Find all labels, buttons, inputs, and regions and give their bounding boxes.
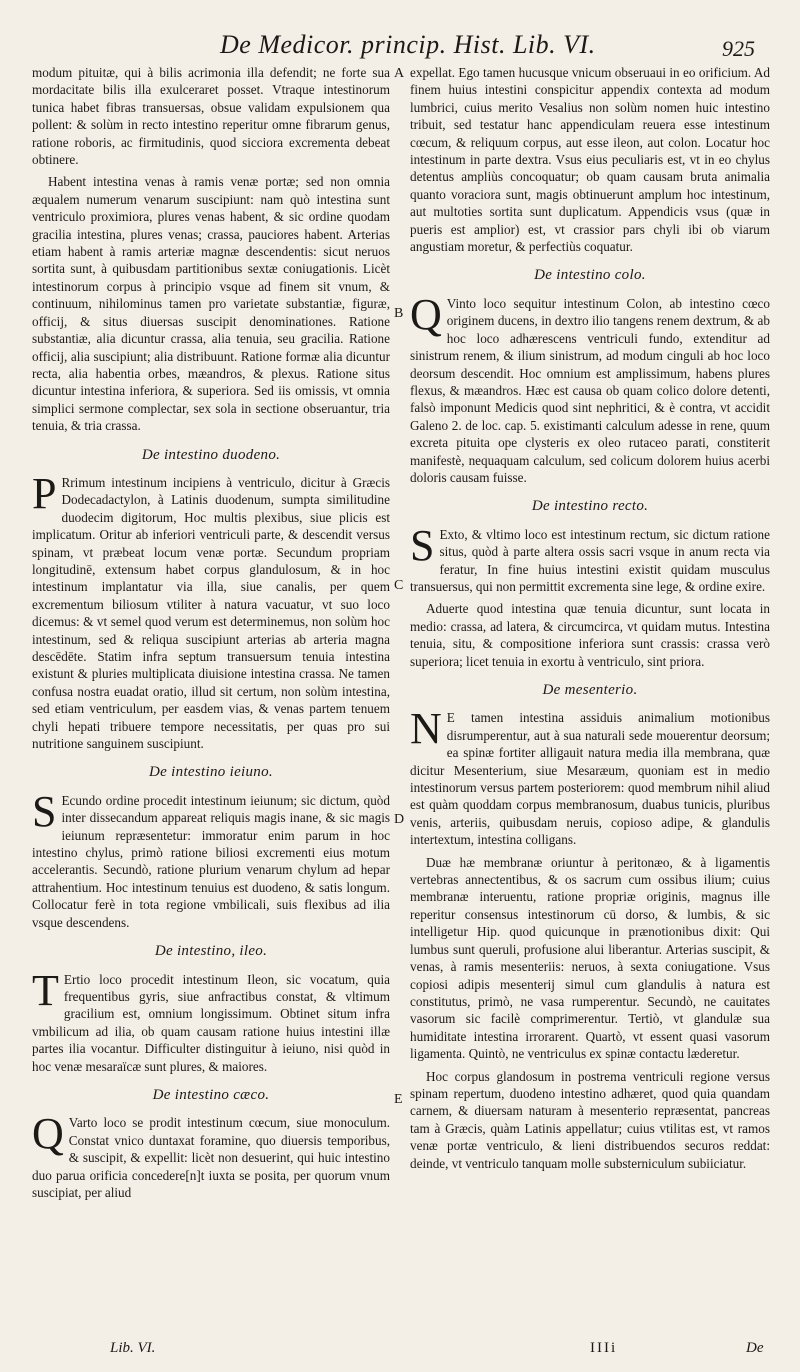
- section-title-recto: De intestino recto.: [531, 498, 649, 515]
- dropcap: T: [32, 965, 59, 1015]
- left-column: [32, 64, 390, 1206]
- caeco-continued: expellat. Ego tamen hucusque vnicum obseruaui in eo orificium. Ad finem huius intestini conspicitur appendix contexta ad modum lumbrici, cuius merito Vesalius non solùm nomen huic intestino tribuit, sed testatur hanc appendiculam reuera esse intestinum cœcum, & reliquum corpus, aut esse ileon, aut colon. Locatur hoc intestinum in parte dextra. Vsus eius peculiaris est, vt in eo chylus detentus ampliùs concoquatur; ob quam causam bruta animalia quanto voraciora sunt, magis obtinuerunt amplum hoc intestinum, aut multoties sortita sunt duplicatum. Appendicis vsus (quæ in pueris est amplior) est, vt crassior pars chyli ibi ob viarum angustiam moretur, & perfectiùs coquatur.: [410, 65, 770, 255]
- page-footer: [0, 1340, 800, 1368]
- section-text: Vinto loco sequitur intestinum Colon, ab intestino cœco originem ducens, in dextro ilio tangens renem dextrum, & ab hoc loco adhærescens ventriculi fundo, extenditur ad sinistrum renem, & ilium sinistrum, ad modum cinguli ab hoc loco deorsum descendit. Hoc omnium est amplissimum, habens plures flexus, & mæandros. Hæc est causa ob quam colico dolore detenti, falsò imponunt Medicis quod sint nephritici, & è contra, vt accidit Galeno 2. de loc. cap. 5. existimanti calculum adesse in rene, quum excreta pituita ope clysteris ex oleo rutaceo parati, constiterit manifestè, nequaquam calculum, sed colicum dolorem huius acerbi doloris causam fuisse.: [410, 295, 770, 485]
- section-text: Ecundo ordine procedit intestinum ieiunum; sic dictum, quòd inter dissecandum appareat reliquis magis inane, & sic magis ieiunum repræsentetur: immoratur enim parum in hoc intestino chylus, primò ratione biliosi excrementi eius motum accelerantis. Secundò, ratione plurium venarum chylum ad hepar attrahentium. Hoc intestinum tenuius est duodeno, & satis longum. Collocatur ferè in tota regione vmbilicali, suis flexibus ad ilia vsque descendens.: [32, 792, 390, 930]
- margin-letter-c: C: [394, 578, 404, 593]
- section-text: Rrimum intestinum incipiens à ventriculo, dicitur à Græcis Dodecadactylon, à Latinis duodenum, sumpta similitudine duodecim digitorum, Hoc multis plexibus, siue plicis est implicatum. Oritur ab inferiori ventriculi parte, & descendit versus spinam, vt præbeat locum venæ portæ. Secundum propriam longitudinē, extensum habet corpus glandulosum, & in hoc intestinum implantatur via illa, siue canalis, per quem excrementum biliosum vtiliter à natura vacuatur, vt suo loco dicemus: & vt semel quod verum est determinemus, non solùm hoc intestinum, sed & reliqua suscipiunt arterias ab arteria magna descēdēte. Statim infra septum transuersum tenuia intestina existunt & pluries multiplicata diuisione intestina crassa. Ne tamen confusa nostra euadat oratio, illud sit certum, non solùm intestina, sed etiam ventriculum, per easdem vias, & venas partem tenuem chyli hepati tribuere tempore necessitatis, per quas pro sui nutritione sanguinem suscipiunt.: [32, 474, 390, 752]
- section-ileo: [32, 965, 390, 1075]
- section-title-ileo: De intestino, ileo.: [154, 943, 268, 960]
- dropcap: P: [32, 468, 57, 518]
- section-colo: [410, 289, 770, 486]
- section-recto: [410, 520, 770, 596]
- intro-paragraph-2: Habent intestina venas à ramis venæ portæ; sed non omnia æqualem numerum venarum suscipiunt: nam quò intestina sunt ventriculo proximiora, plures venas habent, & sic ordine quodam gracilia intestina, plures venas; crassa, pauciores habent. Arterias etiam habent à ramis arteriæ magnæ descendentis: sicut neruos sortita sunt, à quibusdam partitionibus sextæ coniugationis. Licèt intestinorum corpus à principio vsque ad finem sit vnum, & continuum, nihilominus tamen pro varietate substantiæ, figuræ, officij, & situs diuersas suscipit denominationes. Ratione substantiæ, alia dicuntur crassa, alia tenuia, seu gracilia. Ratione officij, alia suscipiunt; alia distribuunt. Ratione formæ alia dicuntur recta, alia habentia orbes, mæandros, & plexus. Ratione situs dicuntur intestina inferiora, & superiora. Sed iis omissis, vt omnia simplici sermone complectar, sex sola in sectione obseruantur, tria tenuia, & tria crassa.: [32, 174, 390, 434]
- dropcap: S: [410, 520, 435, 570]
- section-title-mesenterio: De mesenterio.: [542, 682, 638, 698]
- catchword: De: [746, 1340, 764, 1356]
- dropcap: Q: [32, 1109, 64, 1159]
- section-text: E tamen intestina assiduis animalium motionibus disrumperentur, aut à sua naturali sede mouerentur deorsum; ea spinæ fortiter alligauit natura media illa membrana, quæ dicitur Mesenterium, siue Mesaræum, quoniam est in medio intestinorum versus partem posteriorem: quod membrum nihil aliud est quàm quoddam corpus membranosum, duabus tunicis, pluribus venis, arteriis, quibusdam neruis, copioso adipe, & glandulis intertextum, intestina colligans.: [410, 710, 770, 848]
- section-title-caeco: De intestino cæco.: [152, 1086, 270, 1103]
- right-column: [410, 64, 770, 1177]
- section-title-colo: De intestino colo.: [534, 267, 646, 284]
- signature-mark: IIIi: [590, 1340, 618, 1356]
- intro-paragraph-1: modum pituitæ, qui à bilis acrimonia illa defendit; ne forte sua mordacitate bilis illa exulceraret posset. Vtraque intestinorum tunica habet fibras transuersas, obsue validam expulsionem qua pollent: & solùm in recto intestino reperitur omne fibrarum genus, ratione roboris, ac firmitudinis, quod sicciora excrementa debeat obtinere.: [32, 65, 390, 168]
- section-mesenterio: [410, 704, 770, 848]
- running-title: De Medicor. princip. Hist. Lib. VI.: [220, 30, 596, 59]
- mesenterio-paragraph-2: Duæ hæ membranæ oriuntur à peritonæo, & à ligamentis vertebras annectentibus, & os sacrum cum ossibus ilium; cuius membranæ interuentu, ratione propriæ originis, magnus ille reperitur consensus intestinorum cū dorso, & lumbis, & sic intelligetur Hip. quod quicunque in prænotionibus dixit: Qui lumbus sunt queruli, profusione alui liberantur. Arterias suscipit, & venas, à ramis mesenteriis: neruos, à sexta coniugatione. Vsus copiosi adipis mesenterij simul cum glandulis à natura est constitutus, primò, ne vasa rumperentur. Secundò, ne cauitates vasorum sic facilè comprimerentur. Tertiò, vt glandulæ sua humiditate intestina irrorarent. Quartò, vt essent quasi vasorum ligamenta. Quintò, ne ventriculus ex spinæ contactu læderetur.: [410, 854, 770, 1062]
- margin-letter-e: E: [394, 1092, 403, 1107]
- dropcap: S: [32, 786, 57, 836]
- margin-letter-d: D: [394, 812, 405, 827]
- footer-book-label: Lib. VI.: [110, 1340, 156, 1356]
- dropcap: N: [410, 704, 442, 754]
- section-title-duodeno: De intestino duodeno.: [141, 446, 281, 463]
- section-ieiuno: [32, 786, 390, 931]
- mesenterio-paragraph-3: Hoc corpus glandosum in postrema ventriculi regione versus spinam repertum, duodeno intestino adhæret, quod quia quandam carnem, & diuersam naturam à mesenterio repræsentat, pancreas tam à Græcis, quàm Latinis appellatur; cuius vtilitas est, vt ramos venæ portæ ventriculo, & lieni distribuendos securos reddat: deinde, vt ventriculo tanquam molle substerniculum subiiciatur.: [410, 1068, 770, 1171]
- margin-letter-b: B: [394, 306, 404, 321]
- margin-letter-a: A: [394, 66, 405, 81]
- section-title-ieiuno: De intestino ieiuno.: [149, 764, 273, 781]
- page-number: 925: [722, 36, 755, 61]
- recto-paragraph-2: Aduerte quod intestina quæ tenuia dicuntur, sunt locata in medio: crassa, ad latera, & circumcirca, vt quidam mutus. Intestina tenuia, situ, & compositione inferiora sunt crassis: crassa verò superiora; licet tenuia in exortu à ventriculo, sint priora.: [410, 601, 770, 669]
- section-text: Ertio loco procedit intestinum Ileon, sic vocatum, quia frequentibus gyris, siue anfractibus constat, & vltimum gracilium est, omnium longissimum. Obtinet situm infra vmbilicum ad ilia, ob quam causam ratione huius intestini illæ partes ilia vocantur. Difficulter distinguitur à ieiuno, nisi quòd in hoc venæ mesaraïcæ sunt plures, & maiores.: [32, 971, 390, 1074]
- section-caeco: [32, 1109, 390, 1201]
- section-text: Varto loco se prodit intestinum cœcum, siue monoculum. Constat vnico duntaxat foramine, quo diuersis temporibus, & suscipit, & expellit: licèt non desuerint, qui huic intestino duo parua orificia concedere[n]t iuxta se posita, per quorum vnum suscipiat, per aliud: [32, 1115, 390, 1200]
- section-text: Exto, & vltimo loco est intestinum rectum, sic dictum ratione situs, quòd à parte altera ossis sacri vsque in anum recta via feratur, In fine huius intestini existit quidam musculus transuersus, qui non permittit excrementa sine lege, & ordine exire.: [410, 526, 770, 594]
- dropcap: Q: [410, 289, 442, 339]
- section-duodeno: [32, 468, 390, 753]
